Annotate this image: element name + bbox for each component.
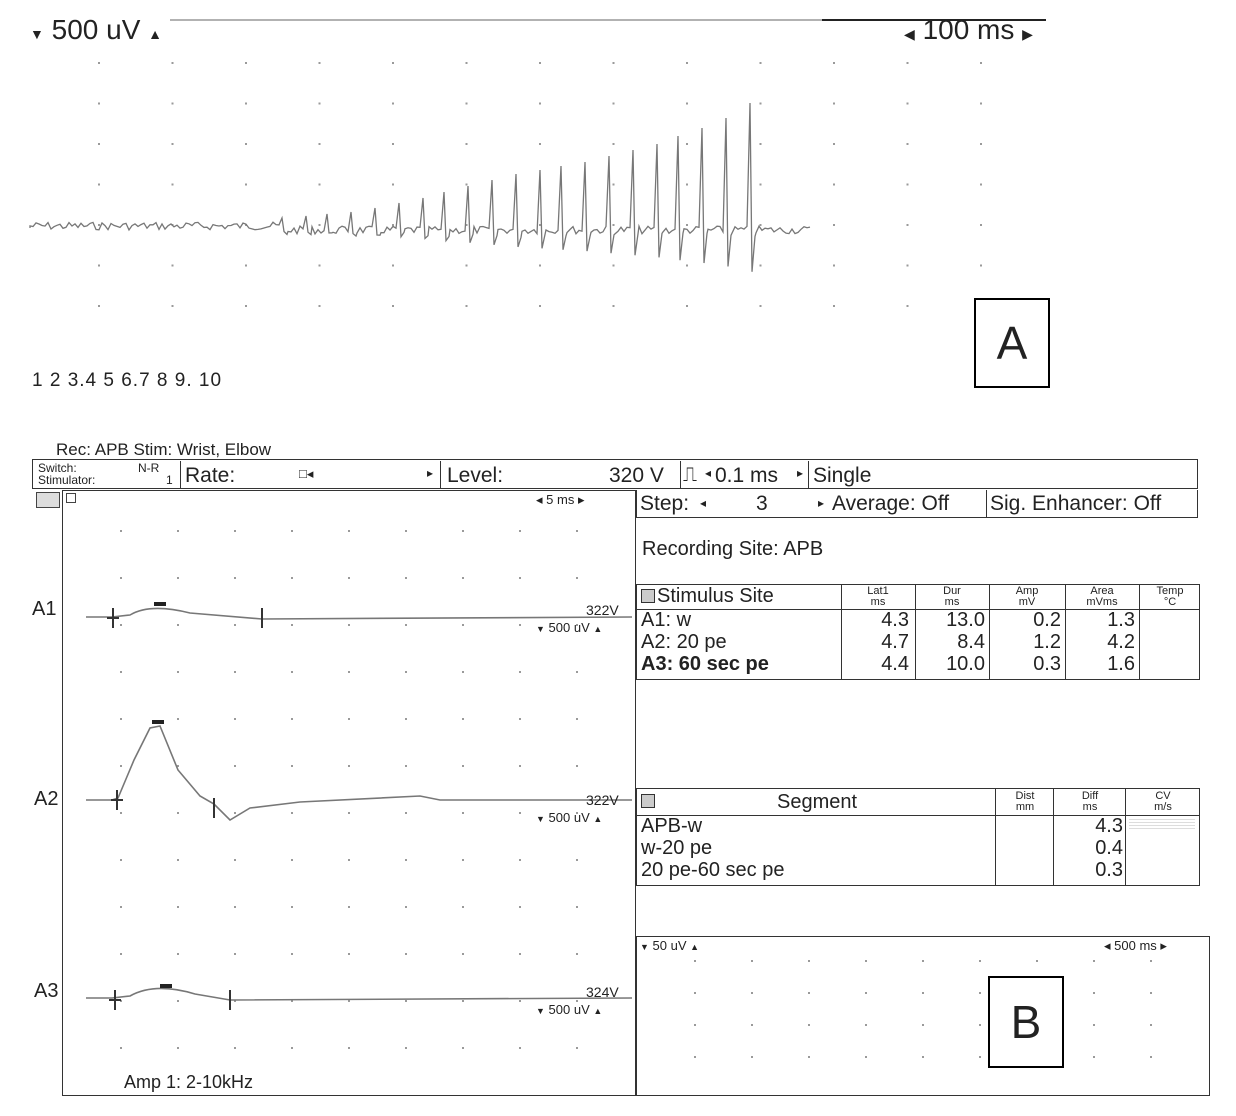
grid-dots	[120, 530, 578, 1049]
table-cell: 4.2	[1107, 631, 1135, 653]
table-cell: 0.2	[1033, 609, 1061, 631]
rate-arrow-icon: ▸	[427, 466, 434, 480]
column-header-dur-name: Dur	[943, 585, 961, 597]
trace-a3-voltage: 324V	[586, 984, 619, 1000]
column-header-temp	[1141, 586, 1199, 608]
chevron-up-icon: ▲	[593, 624, 603, 634]
column-header-cv-name: CV	[1155, 790, 1171, 802]
stimulator-value: 1	[166, 473, 173, 487]
recording-info: Rec: APB Stim: Wrist, Elbow	[56, 440, 272, 459]
stimulus-site-cell: A2: 20 pe	[641, 631, 727, 653]
a3-waveform	[86, 988, 632, 1000]
waveform-time-scale[interactable]	[536, 492, 584, 508]
step-label: Step:	[640, 492, 690, 515]
trace-label-a2: A2	[34, 788, 59, 810]
table-cell: 0.3	[1095, 859, 1123, 881]
table-cell: 1.2	[1033, 631, 1061, 653]
trace-label-a1: A1	[32, 598, 57, 620]
trace-a3-sensitivity[interactable]	[536, 1002, 602, 1017]
trace-a1-voltage: 322V	[586, 602, 619, 618]
mini-amp-scale[interactable]	[640, 938, 699, 953]
chevron-up-icon: ▲	[148, 26, 163, 42]
divider	[915, 585, 916, 679]
column-header-segment: Segment	[777, 791, 858, 813]
chevron-right-icon: ▸	[1160, 938, 1167, 953]
table-cell: 8.4	[957, 631, 985, 653]
column-header-dist-name: Dist	[1015, 790, 1035, 802]
stimulus-marker-labels: 1 2 3.4 5 6.7 8 9. 10	[32, 370, 223, 391]
chevron-left-icon: ◀	[904, 26, 915, 42]
column-header-lat1-unit: ms	[870, 596, 886, 608]
column-header-diff-unit: ms	[1082, 801, 1098, 813]
column-header-dur	[917, 586, 987, 608]
column-header-area	[1067, 586, 1137, 608]
chevron-up-icon: ▲	[690, 942, 700, 952]
trace-a1-sensitivity[interactable]	[536, 620, 602, 635]
chevron-right-icon: ▶	[1022, 26, 1033, 42]
average-control[interactable]: Average: Off	[832, 492, 950, 515]
panel-label-a: A	[974, 298, 1050, 388]
chevron-left-icon: ◂	[536, 492, 543, 507]
divider	[841, 585, 842, 679]
rate-label: Rate:	[185, 464, 236, 487]
a2-waveform	[86, 726, 632, 820]
trace-a2-sensitivity-value: 500 uV	[548, 810, 590, 825]
switch-value: N-R	[138, 461, 160, 475]
mini-time-scale[interactable]	[1104, 938, 1167, 954]
panel-label-b: B	[988, 976, 1064, 1068]
mini-trace-display[interactable]	[636, 936, 1210, 1096]
duration-value: 0.1 ms	[715, 464, 779, 487]
stim-mode-value: Single	[813, 464, 872, 487]
divider	[995, 789, 996, 885]
amp-scale-value: 500 uV	[51, 14, 141, 45]
column-header-diff	[1055, 791, 1125, 813]
chevron-down-icon: ▼	[30, 26, 44, 42]
recording-site: Recording Site: APB	[642, 538, 824, 560]
level-value: 320 V	[609, 464, 664, 487]
divider	[1139, 585, 1140, 679]
column-header-amp-unit: mV	[1018, 596, 1036, 608]
table-cell: 1.3	[1107, 609, 1135, 631]
table-icon[interactable]	[641, 589, 655, 603]
trace-a2-sensitivity[interactable]	[536, 810, 602, 825]
chevron-right-icon: ▸	[577, 492, 585, 507]
mini-time-scale-value: 500 ms	[1114, 938, 1157, 953]
step-control[interactable]	[638, 490, 828, 517]
column-header-diff-name: Diff	[1081, 790, 1099, 802]
stimulus-table	[636, 584, 1200, 680]
stimulus-site-cell: A3: 60 sec pe	[641, 653, 769, 675]
mini-amp-scale-value: 50 uV	[652, 938, 687, 953]
segment-name-cell: APB-w	[641, 815, 703, 837]
trace-a1-sensitivity-value: 500 uV	[548, 620, 590, 635]
column-header-dur-unit: ms	[944, 596, 960, 608]
chevron-down-icon: ▼	[536, 624, 545, 634]
table-cell: 0.3	[1033, 653, 1061, 675]
waveform-time-scale-value: 5 ms	[546, 492, 575, 507]
level-label: Level:	[447, 464, 504, 487]
chevron-left-icon: ◂	[1104, 938, 1111, 953]
rate-indicator-icon: □◂	[299, 466, 314, 481]
cv-placeholder-shading	[1129, 819, 1195, 829]
segment-table	[636, 788, 1200, 886]
column-header-cv-unit: m/s	[1154, 801, 1172, 813]
table-cell: 1.6	[1107, 653, 1135, 675]
column-header-dist-unit: mm	[1015, 801, 1035, 813]
column-header-lat1-name: Lat1	[867, 585, 889, 597]
column-header-amp	[991, 586, 1063, 608]
table-cell: 4.3	[881, 609, 909, 631]
column-header-stimulus-site: Stimulus Site	[657, 585, 774, 607]
column-header-dist	[997, 791, 1053, 813]
trace-a2-voltage: 322V	[586, 792, 619, 808]
segment-name-cell: 20 pe-60 sec pe	[641, 859, 785, 881]
trace-label-a3: A3	[34, 980, 59, 1002]
column-header-temp-name: Temp	[1156, 585, 1184, 597]
stimulator-label: Stimulator:	[38, 473, 96, 487]
amp-filter: Amp 1: 2-10kHz	[124, 1072, 254, 1092]
table-cell: 4.4	[881, 653, 909, 675]
chevron-left-icon: ◂	[700, 496, 707, 510]
column-header-area-unit: mVms	[1086, 596, 1118, 608]
time-scale-value: 100 ms	[922, 14, 1015, 45]
switch-label: Switch:	[38, 461, 77, 475]
chevron-up-icon: ▲	[593, 814, 603, 824]
chevron-down-icon: ▼	[640, 942, 649, 952]
chevron-down-icon: ▼	[536, 1006, 545, 1016]
table-cell: 13.0	[946, 609, 985, 631]
table-icon[interactable]	[641, 794, 655, 808]
step-value: 3	[756, 492, 768, 515]
column-header-amp-name: Amp	[1015, 585, 1039, 597]
chevron-down-icon: ▼	[536, 814, 545, 824]
table-cell: 10.0	[946, 653, 985, 675]
column-header-lat1	[843, 586, 913, 608]
divider	[1065, 585, 1066, 679]
table-cell: 4.3	[1095, 815, 1123, 837]
chevron-right-icon: ▸	[818, 496, 825, 510]
a1-waveform	[86, 608, 632, 619]
stimulus-site-cell: A1: w	[641, 609, 692, 631]
divider	[1125, 789, 1126, 885]
chevron-up-icon: ▲	[593, 1006, 603, 1016]
segment-name-cell: w-20 pe	[641, 837, 713, 859]
table-cell: 0.4	[1095, 837, 1123, 859]
trace-a3-sensitivity-value: 500 uV	[548, 1002, 590, 1017]
chevron-right-icon: ▸	[797, 466, 804, 480]
column-header-temp-unit: °C	[1163, 596, 1177, 608]
table-cell: 4.7	[881, 631, 909, 653]
sig-enhancer-control[interactable]: Sig. Enhancer: Off	[990, 492, 1162, 515]
pulse-icon: ⎍	[683, 464, 697, 486]
column-header-area-name: Area	[1090, 585, 1114, 597]
divider	[989, 585, 990, 679]
divider	[986, 490, 987, 517]
divider	[1053, 789, 1054, 885]
column-header-cv	[1127, 791, 1199, 813]
chevron-left-icon: ◂	[705, 466, 712, 480]
